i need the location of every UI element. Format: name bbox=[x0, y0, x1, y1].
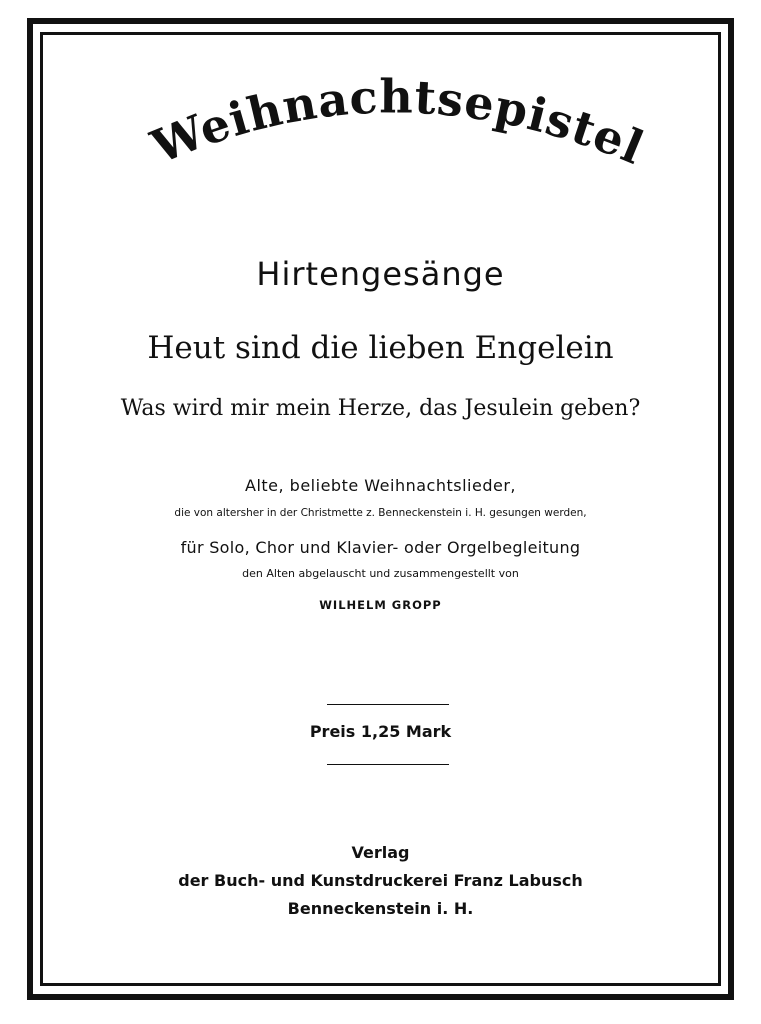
publisher-line-2: der Buch- und Kunstdruckerei Franz Labusch bbox=[178, 871, 583, 890]
title-text: Weihnachtsepistel bbox=[144, 69, 652, 176]
divider-bottom bbox=[327, 764, 449, 765]
author-name: WILHELM GROPP bbox=[319, 598, 442, 612]
price-label: Preis 1,25 Mark bbox=[309, 722, 452, 741]
subtitle-hirtengesaenge: Hirtengesänge bbox=[256, 255, 505, 293]
arched-title bbox=[0, 0, 761, 260]
publisher-line-1: Verlag bbox=[351, 843, 410, 862]
subtitle-heut-sind: Heut sind die lieben Engelein bbox=[147, 330, 614, 366]
description-line-2: die von altersher in der Christmette z. Benneckenstein i. H. gesungen werden, bbox=[174, 507, 587, 519]
description-line-3: für Solo, Chor und Klavier- oder Orgelbegleitung bbox=[180, 538, 581, 557]
description-line-4: den Alten abgelauscht und zusammengestellt von bbox=[242, 567, 519, 580]
description-line-1: Alte, beliebte Weihnachtslieder, bbox=[245, 476, 516, 495]
subtitle-was-wird: Was wird mir mein Herze, das Jesulein geben? bbox=[120, 396, 641, 421]
publisher-line-3: Benneckenstein i. H. bbox=[287, 899, 474, 918]
divider-top bbox=[327, 704, 449, 705]
